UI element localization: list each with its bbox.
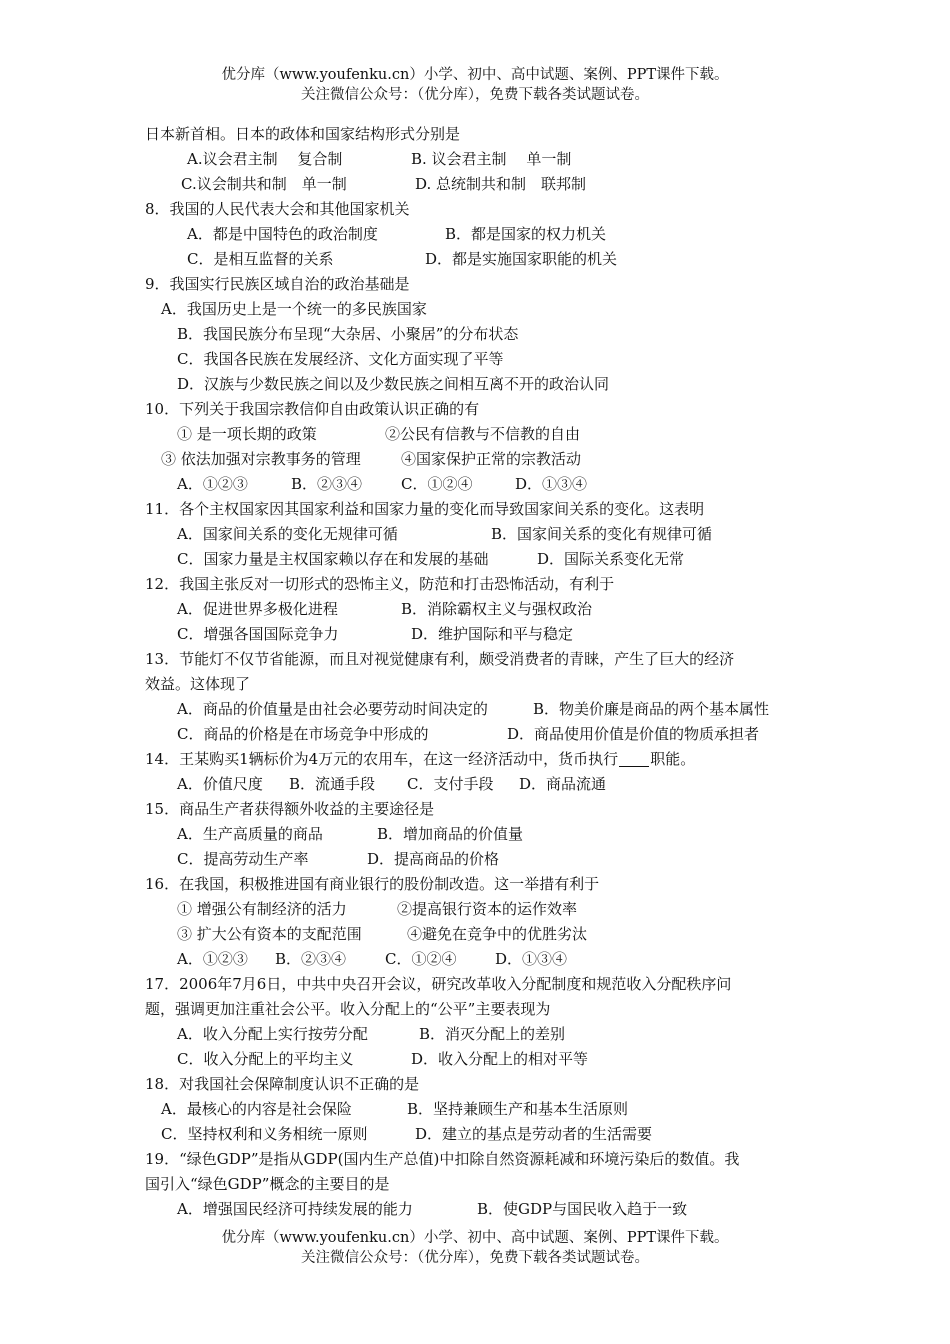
q9-stem: 9．我国实行民族区域自治的政治基础是 — [145, 275, 410, 293]
q7-options-row-2 — [145, 172, 815, 197]
q8-option-a: A．都是中国特色的政治制度 — [187, 225, 378, 243]
exam-content — [145, 122, 815, 1222]
q12-option-b: B．消除霸权主义与强权政治 — [401, 600, 593, 618]
q10-item-1: ① 是一项长期的政策 — [177, 425, 317, 443]
q14-options-row — [145, 772, 815, 797]
q15-option-d: D．提高商品的价格 — [367, 850, 500, 868]
q16-item-1: ① 增强公有制经济的活力 — [177, 900, 347, 918]
q19-stem-line-2: 国引入“绿色GDP”概念的主要目的是 — [145, 1175, 390, 1193]
q18-option-a: A．最核心的内容是社会保险 — [161, 1100, 352, 1118]
q11-option-c: C．国家力量是主权国家赖以存在和发展的基础 — [177, 550, 489, 568]
q16-option-d: D．①③④ — [495, 950, 568, 968]
q17-stem-line-2: 题，强调更加注重社会公平。收入分配上的“公平”主要表现为 — [145, 1000, 551, 1018]
q9-option-d-row — [145, 372, 815, 397]
q7-option-a: A.议会君主制 复合制 — [187, 150, 343, 168]
footer-line-1: 优分库（www.youfenku.cn）小学、初中、高中试题、案例、PPT课件下载。 — [221, 1230, 729, 1246]
q19-options-row-1 — [145, 1197, 815, 1222]
q13-stem-line-1: 13．节能灯不仅节省能源，而且对视觉健康有利，颇受消费者的青睐，产生了巨大的经济 — [145, 650, 735, 668]
q14-option-c: C．支付手段 — [407, 775, 494, 793]
q11-options-row-2 — [145, 547, 815, 572]
q13-stem-line-2: 效益。这体现了 — [145, 675, 251, 693]
q12-option-d: D．维护国际和平与稳定 — [411, 625, 574, 643]
q16-item-2: ②提高银行资本的运作效率 — [397, 900, 578, 918]
q10-item-2: ②公民有信教与不信教的自由 — [385, 425, 581, 443]
q9-option-a-row — [145, 297, 815, 322]
q15-options-row-2 — [145, 847, 815, 872]
q8-options-row-2 — [145, 247, 815, 272]
q9-option-b-row — [145, 322, 815, 347]
q17-option-c: C．收入分配上的平均主义 — [177, 1050, 354, 1068]
q11-option-d: D．国际关系变化无常 — [537, 550, 685, 568]
q15-option-a: A．生产高质量的商品 — [177, 825, 323, 843]
q15-stem: 15．商品生产者获得额外收益的主要途径是 — [145, 800, 435, 818]
q16-item-3: ③ 扩大公有资本的支配范围 — [177, 925, 362, 943]
q14-option-a: A．价值尺度 — [177, 775, 263, 793]
q13-option-b: B．物美价廉是商品的两个基本属性 — [533, 700, 770, 718]
q19-option-b: B．使GDP与国民收入趋于一致 — [477, 1200, 688, 1218]
page-footer — [0, 1228, 950, 1268]
q17-option-d: D．收入分配上的相对平等 — [411, 1050, 589, 1068]
q16-items-row-1 — [145, 897, 815, 922]
q14-option-b: B．流通手段 — [289, 775, 376, 793]
q10-option-b: B．②③④ — [291, 475, 363, 493]
q13-option-d: D．商品使用价值是价值的物质承担者 — [507, 725, 760, 743]
q16-item-4: ④避免在竞争中的优胜劣汰 — [407, 925, 588, 943]
q13-options-row-2 — [145, 722, 815, 747]
q15-option-c: C．提高劳动生产率 — [177, 850, 309, 868]
q10-stem: 10．下列关于我国宗教信仰自由政策认识正确的有 — [145, 400, 480, 418]
q12-option-c: C．增强各国国际竞争力 — [177, 625, 339, 643]
q17-options-row-1 — [145, 1022, 815, 1047]
q17-option-a: A．收入分配上实行按劳分配 — [177, 1025, 368, 1043]
q7-option-b: B. 议会君主制 单一制 — [411, 150, 572, 168]
q15-options-row-1 — [145, 822, 815, 847]
q13-option-c: C．商品的价格是在市场竞争中形成的 — [177, 725, 429, 743]
q18-option-b: B．坚持兼顾生产和基本生活原则 — [407, 1100, 629, 1118]
q18-option-c: C．坚持权利和义务相统一原则 — [161, 1125, 368, 1143]
q7-stem-cont: 日本新首相。日本的政体和国家结构形式分别是 — [145, 125, 461, 143]
q17-option-b: B．消灭分配上的差别 — [419, 1025, 566, 1043]
q12-stem: 12．我国主张反对一切形式的恐怖主义，防范和打击恐怖活动，有利于 — [145, 575, 615, 593]
q7-option-c: C.议会制共和制 单一制 — [181, 175, 347, 193]
q7-options-row-1 — [145, 147, 815, 172]
q10-item-4: ④国家保护正常的宗教活动 — [401, 450, 582, 468]
q17-stem-line-1: 17．2006年7月6日，中共中央召开会议，研究改革收入分配制度和规范收入分配秩序问 — [145, 975, 732, 993]
q8-options-row-1 — [145, 222, 815, 247]
q14-stem: 14．王某购买1辆标价为4万元的农用车，在这一经济活动中，货币执行 职能。 — [145, 750, 696, 768]
q9-option-a: A．我国历史上是一个统一的多民族国家 — [161, 300, 427, 318]
q16-items-row-2 — [145, 922, 815, 947]
q12-option-a: A．促进世界多极化进程 — [177, 600, 338, 618]
q9-option-b: B．我国民族分布呈现“大杂居、小聚居”的分布状态 — [177, 325, 519, 343]
q10-option-c: C．①②④ — [401, 475, 473, 493]
q9-option-c-row — [145, 347, 815, 372]
q10-options-row — [145, 472, 815, 497]
q12-options-row-2 — [145, 622, 815, 647]
q15-option-b: B．增加商品的价值量 — [377, 825, 524, 843]
q10-items-row-1 — [145, 422, 815, 447]
q7-option-d: D. 总统制共和制 联邦制 — [415, 175, 587, 193]
q12-options-row-1 — [145, 597, 815, 622]
header-line-1: 优分库（www.youfenku.cn）小学、初中、高中试题、案例、PPT课件下载。 — [221, 67, 729, 83]
q16-option-c: C．①②④ — [385, 950, 457, 968]
q17-options-row-2 — [145, 1047, 815, 1072]
header-line-2: 关注微信公众号：（优分库），免费下载各类试题试卷。 — [301, 87, 649, 103]
q11-option-a: A．国家间关系的变化无规律可循 — [177, 525, 398, 543]
q16-options-row — [145, 947, 815, 972]
q19-option-a: A．增强国民经济可持续发展的能力 — [177, 1200, 413, 1218]
q9-option-c: C．我国各民族在发展经济、文化方面实现了平等 — [177, 350, 504, 368]
q10-option-d: D．①③④ — [515, 475, 588, 493]
q14-option-d: D．商品流通 — [519, 775, 607, 793]
q10-items-row-2 — [145, 447, 815, 472]
q16-option-b: B．②③④ — [275, 950, 347, 968]
q8-option-d: D．都是实施国家职能的机关 — [425, 250, 618, 268]
q14-answer-blank — [619, 752, 649, 767]
q8-option-b: B．都是国家的权力机关 — [445, 225, 607, 243]
q13-options-row-1 — [145, 697, 815, 722]
q8-option-c: C．是相互监督的关系 — [187, 250, 334, 268]
q8-stem: 8．我国的人民代表大会和其他国家机关 — [145, 200, 410, 218]
q10-option-a: A．①②③ — [177, 475, 248, 493]
q16-stem: 16．在我国，积极推进国有商业银行的股份制改造。这一举措有利于 — [145, 875, 600, 893]
q9-option-d: D．汉族与少数民族之间以及少数民族之间相互离不开的政治认同 — [177, 375, 610, 393]
q18-options-row-2 — [145, 1122, 815, 1147]
q13-option-a: A．商品的价值量是由社会必要劳动时间决定的 — [177, 700, 488, 718]
page-header — [0, 65, 950, 105]
q18-options-row-1 — [145, 1097, 815, 1122]
q16-option-a: A．①②③ — [177, 950, 248, 968]
footer-line-2: 关注微信公众号：（优分库），免费下载各类试题试卷。 — [301, 1250, 649, 1266]
q11-options-row-1 — [145, 522, 815, 547]
q11-option-b: B．国家间关系的变化有规律可循 — [491, 525, 713, 543]
q18-option-d: D．建立的基点是劳动者的生活需要 — [415, 1125, 653, 1143]
q10-item-3: ③ 依法加强对宗教事务的管理 — [161, 450, 361, 468]
q18-stem: 18．对我国社会保障制度认识不正确的是 — [145, 1075, 420, 1093]
q11-stem: 11．各个主权国家因其国家利益和国家力量的变化而导致国家间关系的变化。这表明 — [145, 500, 705, 518]
q19-stem-line-1: 19．“绿色GDP”是指从GDP(国内生产总值)中扣除自然资源耗减和环境污染后的数值。我 — [145, 1150, 740, 1168]
